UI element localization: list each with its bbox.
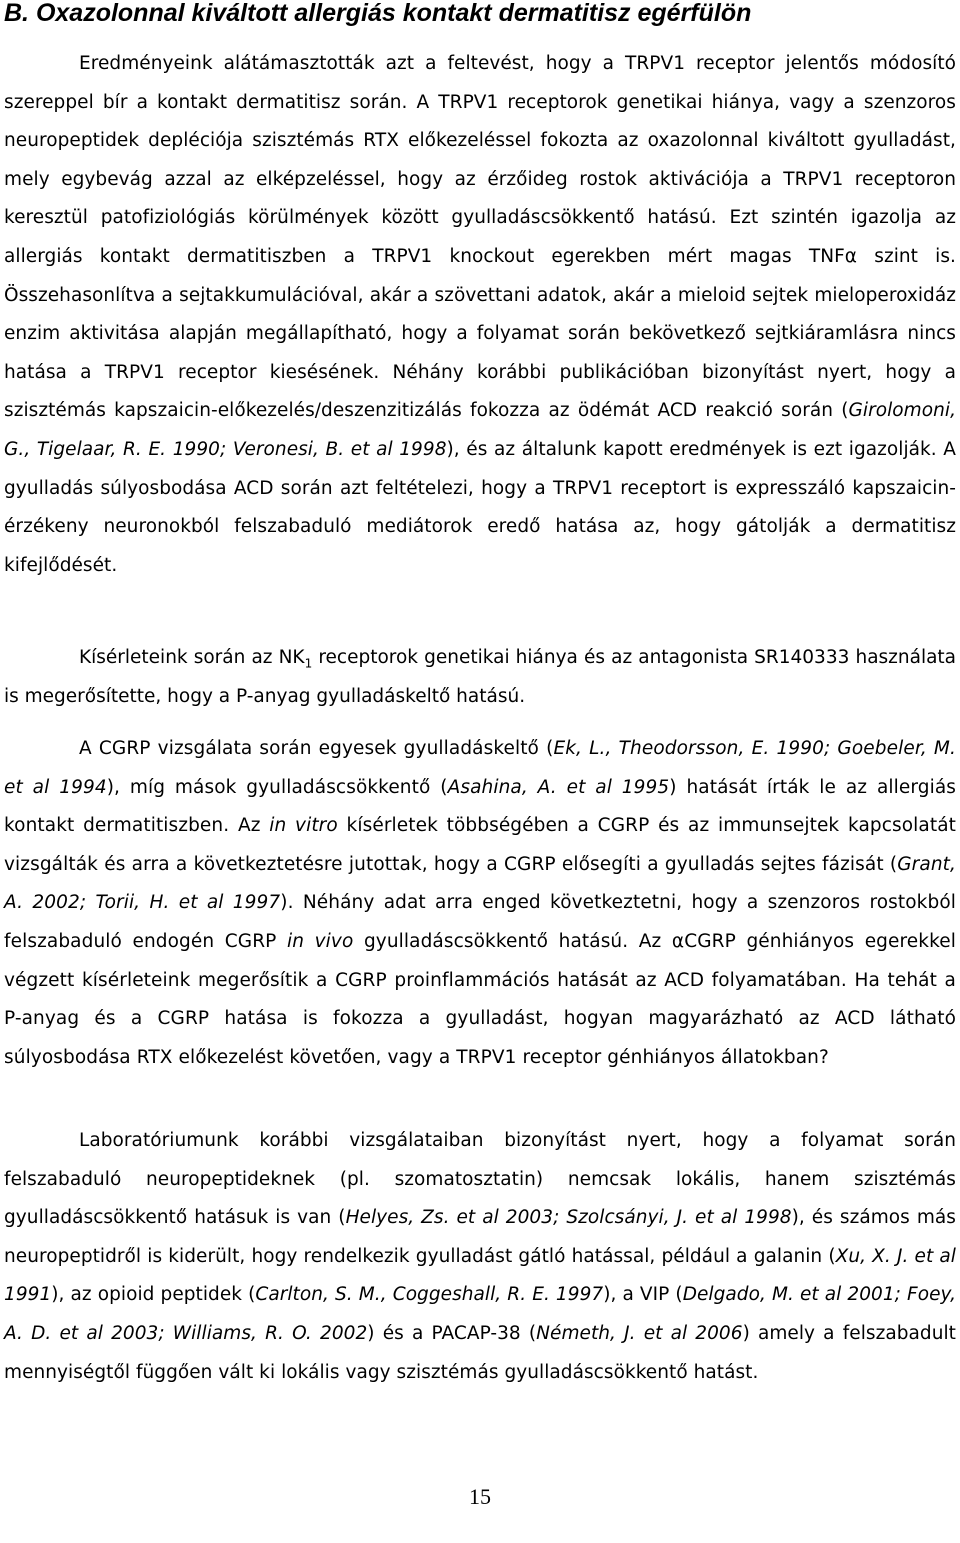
paragraph-1: [4, 45, 956, 585]
citation-text: Xu, X. J. et al 1991: [4, 1245, 956, 1306]
citation-text: Grant, A. 2002; Torii, H. et al 1997: [4, 853, 956, 914]
citation-text: Girolomoni, G., Tigelaar, R. E. 1990; Veronesi, B. et al 1998: [4, 400, 956, 460]
body-text: ), a VIP (: [603, 1284, 683, 1306]
body-text: receptorok genetikai hiánya és az antagonista SR140333 használata is megerősítette, hogy a P-anyag gyulladáskeltő hatású.: [4, 647, 957, 707]
body-text: Eredményeink alátámasztották azt a feltevést, hogy a TRPV1 receptor jelentős módosító szereppel bír a kontakt dermatitisz során. A TRPV1 receptorok genetikai hiánya, vagy a szenzoros neuropeptidek depléciója szisztémás RTX előkezeléssel fokozta az oxazolonnal kiváltott gyulladást, mely egybevág azzal az elképzeléssel, hogy az érzőideg rostok aktivációja a TRPV1 receptoron keresztül patofiziológiás körülmények között gyulladáscsökkentő hatású. Ezt szintén igazolja az allergiás kontakt dermatitiszben a TRPV1 knockout egerekben mért magas TNFα szint is. Összehasonlítva a sejtakkumulációval, akár a szövettani adatok, akár a mieloid sejtek mieloperoxidáz enzim aktivitása alapján megállapítható, hogy a folyamat során bekövetkező sejtkiáramlásra nincs hatása a TRPV1 receptor kiesésének. Néhány korábbi publikációban bizonyítást nyert, hogy a szisztémás kapszaicin-előkezelés/deszenzitizálás fokozza az ödémát ACD reakció során (: [4, 53, 956, 422]
paragraph-4: [4, 1122, 956, 1392]
citation-text: Németh, J. et al 2006: [536, 1322, 743, 1344]
body-text: A CGRP vizsgálata során egyesek gyulladáskeltő (: [79, 738, 554, 759]
section-heading: B. Oxazolonnal kiváltott allergiás kontakt dermatitisz egérfülön: [4, 0, 752, 27]
body-text: Laboratóriumunk korábbi vizsgálataiban bizonyítást nyert, hogy a folyamat során felszabaduló neuropeptideknek (pl. szomatosztatin) nemcsak lokális, hanem szisztémás gyulladáscsökkentő hatásuk is van (: [4, 1130, 956, 1229]
body-text: ), míg mások gyulladáscsökkentő (: [106, 776, 448, 798]
body-text: ) amely a felszabadult mennyiségtől függően vált ki lokális vagy szisztémás gyulladáscsökkentő hatást.: [4, 1322, 956, 1383]
citation-text: Asahina, A. et al 1995: [447, 776, 670, 798]
citation-text: Helyes, Zs. et al 2003; Szolcsányi, J. et al 1998: [345, 1207, 792, 1229]
body-text: ) és a PACAP-38 (: [367, 1322, 537, 1344]
subscript-text: 1: [304, 656, 313, 671]
body-text: gyulladáscsökkentő hatású. Az αCGRP génhiányos egerekkel végzett kísérleteink megerősítik a CGRP proinflammációs hatását az ACD folyamatában. Ha tehát a P-anyag és a CGRP hatása is fokozza a gyulladást, hogyan magyarázható az ACD látható súlyosbodása RTX előkezelést követően, vagy a TRPV1 receptor génhiányos állatokban?: [4, 930, 956, 1068]
body-text: kísérletek többségében a CGRP és az immunsejtek kapcsolatát vizsgálták és arra a következtetésre jutottak, hogy a CGRP elősegíti a gyulladás sejtes fázisát (: [4, 815, 956, 875]
body-text: ), és számos más neuropeptidről is kiderült, hogy rendelkezik gyulladást gátló hatással, például a galanin (: [4, 1207, 956, 1267]
body-text: Kísérleteink során az NK: [79, 647, 305, 668]
citation-text: Ek, L., Theodorsson, E. 1990; Goebeler, M. et al 1994: [4, 738, 956, 798]
paragraph-2: [4, 639, 956, 716]
citation-text: in vitro: [269, 815, 338, 837]
page-number: 15: [469, 1484, 491, 1509]
citation-text: in vivo: [287, 930, 354, 952]
body-text: ) hatását írták le az allergiás kontakt dermatitiszben. Az: [4, 776, 956, 837]
paragraph-3: [4, 730, 956, 1077]
body-text: ). Néhány adat arra enged következtetni, hogy a szenzoros rostokból felszabaduló endogén CGRP: [4, 892, 956, 952]
citation-text: Delgado, M. et al 2001; Foey, A. D. et al 2003; Williams, R. O. 2002: [4, 1284, 956, 1344]
body-text: ), az opioid peptidek (: [51, 1284, 256, 1306]
citation-text: Carlton, S. M., Coggeshall, R. E. 1997: [255, 1284, 604, 1306]
body-text: ), és az általunk kapott eredmények is ezt igazolják. A gyulladás súlyosbodása ACD során azt feltételezi, hogy a TRPV1 receptort is expresszáló kapszaicin-érzékeny neuronokból felszabaduló mediátorok eredő hatása az, hogy gátolják a dermatitisz kifejlődését.: [4, 438, 957, 576]
